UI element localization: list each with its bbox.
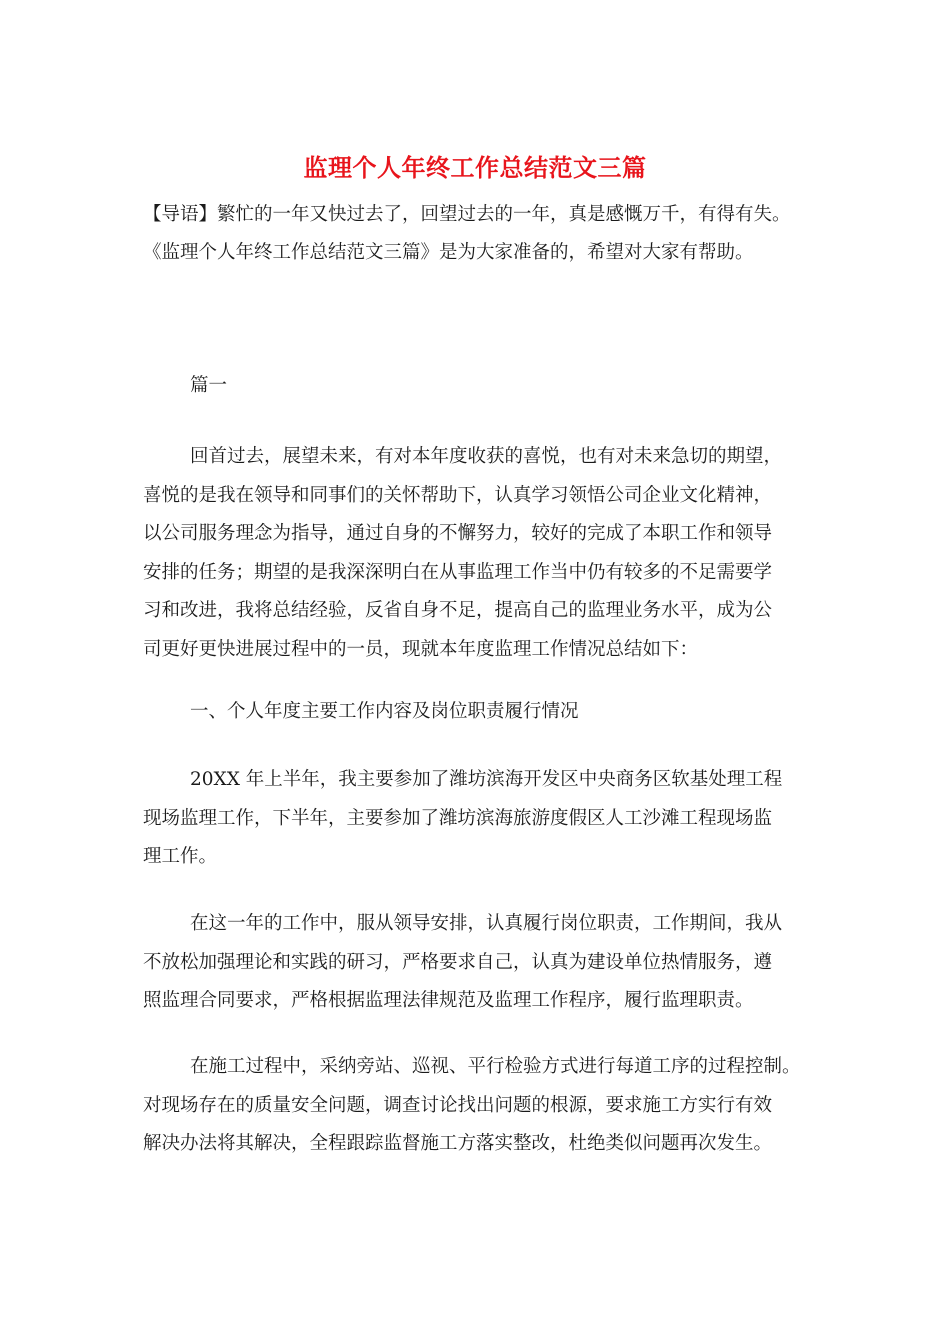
paragraph-line: 对现场存在的质量安全问题，调查讨论找出问题的根源，要求施工方实行有效: [143, 1094, 773, 1116]
paragraph-line: 安排的任务；期望的是我深深明白在从事监理工作当中仍有较多的不足需要学: [143, 561, 773, 583]
paragraph-line: 不放松加强理论和实践的研习，严格要求自己，认真为建设单位热情服务，遵: [143, 951, 773, 973]
paragraph-line: 现场监理工作，下半年，主要参加了潍坊滨海旅游度假区人工沙滩工程现场监: [143, 807, 773, 829]
intro-line: 《监理个人年终工作总结范文三篇》是为大家准备的，希望对大家有帮助。: [143, 242, 754, 263]
paragraph-line: 解决办法将其解决，全程跟踪监督施工方落实整改，杜绝类似问题再次发生。: [143, 1133, 773, 1154]
paragraph-line: 20XX 年上半年，我主要参加了潍坊滨海开发区中央商务区软基处理工程: [190, 769, 783, 790]
paragraph-line: 在这一年的工作中，服从领导安排，认真履行岗位职责，工作期间，我从: [190, 913, 783, 934]
paragraph-line: 照监理合同要求，严格根据监理法律规范及监理工作程序，履行监理职责。: [143, 990, 754, 1011]
intro-block: [143, 196, 833, 272]
paragraph-line: 喜悦的是我在领导和同事们的关怀帮助下，认真学习领悟公司企业文化精神，: [143, 484, 773, 506]
subsection-heading-text: 一、个人年度主要工作内容及岗位职责履行情况: [190, 701, 579, 722]
paragraph-line: 在施工过程中，采纳旁站、巡视、平行检验方式进行每道工序的过程控制。: [190, 1056, 801, 1077]
paragraph-line: 以公司服务理念为指导，通过自身的不懈努力，较好的完成了本职工作和领导: [143, 523, 773, 544]
section-heading: 篇一: [190, 375, 228, 396]
paragraph-1: [143, 438, 833, 669]
paragraph-4: [143, 1048, 833, 1164]
paragraph-line: 司更好更快进展过程中的一员，现就本年度监理工作情况总结如下：: [143, 638, 699, 660]
document-title: 监理个人年终工作总结范文三篇: [303, 153, 647, 182]
paragraph-line: 习和改进，我将总结经验，反省自身不足，提高自己的监理业务水平，成为公: [143, 600, 773, 621]
paragraph-2: [143, 761, 833, 877]
paragraph-line: 回首过去，展望未来，有对本年度收获的喜悦，也有对未来急切的期望，: [190, 446, 783, 467]
intro-line: 【导语】繁忙的一年又快过去了，回望过去的一年，真是感慨万千，有得有失。: [143, 204, 791, 225]
subsection-heading: [143, 693, 833, 732]
paragraph-line: 理工作。: [143, 846, 218, 867]
paragraph-3: [143, 905, 833, 1021]
